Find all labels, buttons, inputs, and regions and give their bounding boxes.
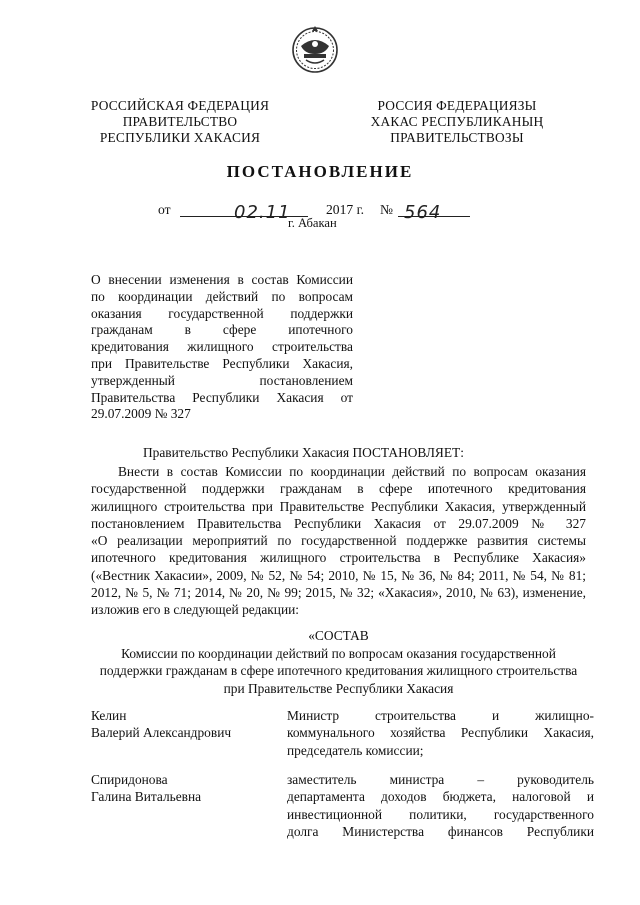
subject-line: при Правительстве Республики Хакасия, [91, 355, 353, 371]
from-label: от [158, 202, 171, 217]
header-right-line: ПРАВИТЕЛЬСТВОЗЫ [390, 130, 524, 145]
composition-subtitle-line: Комиссии по координации действий по вопросам оказания государственной [121, 646, 556, 661]
composition-title: «СОСТАВ [308, 628, 369, 643]
member-role-line: инвестиционной политики, государственного [287, 806, 594, 822]
body-line: Внести в состав Комиссии по координации действий по вопросам оказания [118, 464, 586, 479]
header-right [342, 98, 572, 146]
member-role-line: заместитель министра – руководитель [287, 772, 594, 787]
member-role-line: долга Министерства финансов Республики [287, 823, 594, 839]
body-line: постановлением Правительства Республики Хакасия от 29.07.2009 № 327 [91, 515, 586, 531]
header-left-line: ПРАВИТЕЛЬСТВО [122, 114, 238, 129]
composition-subtitle-line: поддержки гражданам в сфере ипотечного кредитования жилищного строительства [99, 663, 578, 679]
member-role-line: коммунального хозяйства Республики Хакасия, [287, 725, 594, 741]
member-role-line: департамента доходов бюджета, налоговой и [287, 789, 594, 805]
body-line: государственной поддержки гражданам в сфере ипотечного кредитования [91, 481, 586, 497]
header-left-line: РЕСПУБЛИКИ ХАКАСИЯ [99, 130, 261, 145]
subject-line: Правительства Республики Хакасия от [91, 389, 353, 405]
member-given-name: Валерий Александрович [91, 725, 232, 741]
composition-subtitle [91, 645, 586, 697]
city: г. Абакан [288, 216, 337, 230]
member-surname: Келин [91, 708, 127, 723]
header-right-line: ХАКАС РЕСПУБЛИКАНЫҢ [370, 114, 544, 129]
body-paragraph [91, 463, 586, 619]
member-role [287, 707, 594, 759]
subject-line: гражданам в сфере ипотечного [91, 322, 353, 338]
subject-block [91, 272, 353, 423]
header-left [70, 98, 290, 146]
subject-line: оказания государственной поддержки [91, 305, 353, 321]
header-right-line: РОССИЯ ФЕДЕРАЦИЯЗЫ [377, 98, 537, 113]
subject-line: 29.07.2009 № 327 [91, 406, 191, 422]
body-line: («Вестник Хакасии», 2009, № 52, № 54; 2010, № 15, № 36, № 84; 2011, № 54, № 81; [91, 567, 586, 583]
member-given-name: Галина Витальевна [91, 789, 202, 805]
intro-text: Правительство Республики Хакасия ПОСТАНОВЛЯЕТ: [143, 445, 464, 460]
subject-line: утвержденный постановлением [91, 372, 353, 388]
member-role-line: председатель комиссии; [287, 742, 424, 758]
header-left-line: РОССИЙСКАЯ ФЕДЕРАЦИЯ [90, 98, 270, 113]
date-handwritten: 02.11 [234, 202, 291, 223]
member-role [287, 771, 594, 840]
number-label: № [380, 202, 393, 217]
composition-subtitle-line: при Правительстве Республики Хакасия [223, 680, 454, 696]
document-title: ПОСТАНОВЛЕНИЕ [226, 162, 414, 181]
subject-line: по координации действий по вопросам [91, 288, 353, 304]
year-label: 2017 г. [326, 202, 365, 217]
member-name [91, 707, 231, 742]
member-name [91, 771, 201, 806]
coat-of-arms-icon [288, 22, 342, 76]
subject-line: О внесении изменения в состав Комиссии [91, 272, 353, 287]
body-line: ипотечного кредитования жилищного строительства в Республике Хакасия» [91, 550, 586, 566]
member-role-line: Министр строительства и жилищно- [287, 708, 594, 723]
member-surname: Спиридонова [91, 772, 168, 787]
body-line: 2012, № 5, № 71; 2014, № 20, № 99; 2015, № 32; «Хакасия», 2010, № 63), изменение, [91, 585, 586, 601]
body-line: жилищного строительства при Правительстве Республики Хакасия, утвержденный [91, 498, 586, 514]
body-line: «О реализации мероприятий по государственной поддержке развития системы [91, 533, 586, 549]
subject-line: кредитования жилищного строительства [91, 339, 353, 355]
body-line: изложив его в следующей редакции: [91, 602, 300, 618]
number-handwritten: 564 [404, 202, 442, 223]
